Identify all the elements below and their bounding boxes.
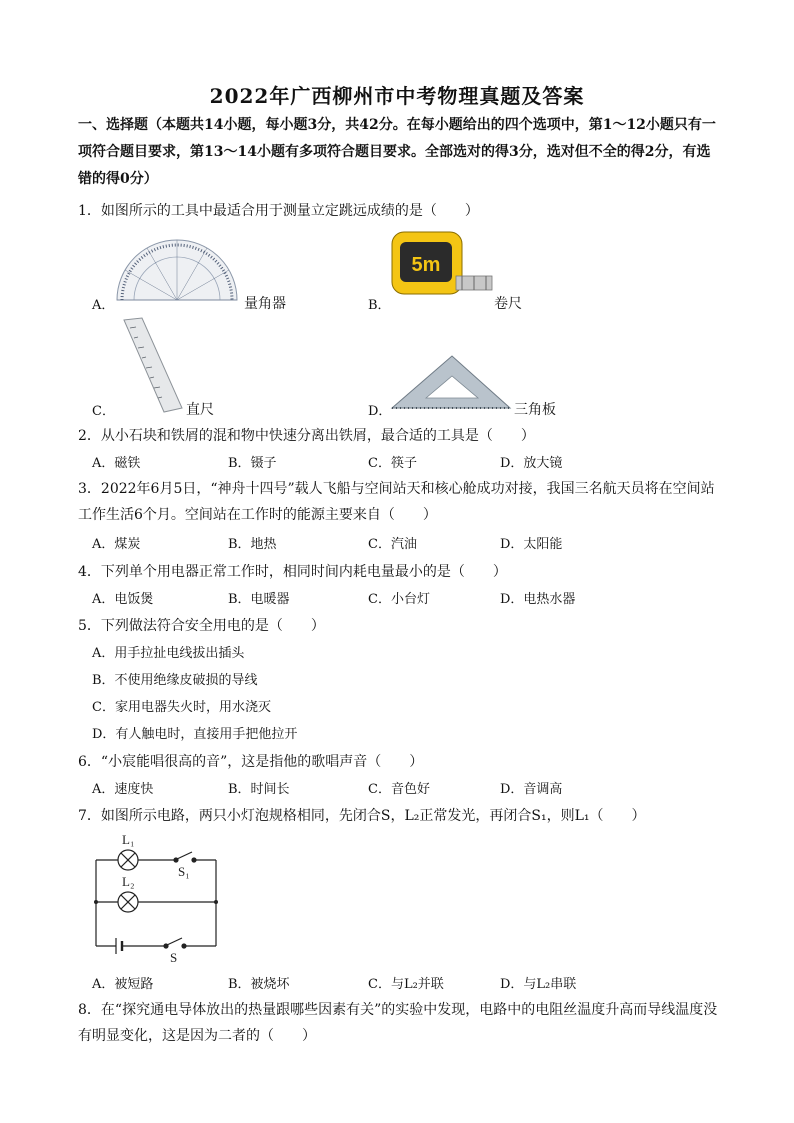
q5-stem: 5．下列做法符合安全用电的是（ ）	[78, 618, 325, 634]
q3-option-d: D．太阳能	[500, 537, 563, 552]
circuit-label-s: S	[170, 950, 178, 965]
q3-option-c: C．汽油	[368, 537, 417, 552]
q3-option-b: B．地热	[228, 537, 277, 552]
q1-option-d-letter: D．	[368, 404, 392, 419]
protractor-image	[112, 234, 242, 304]
section-heading: 一、选择题（本题共14小题，每小题3分，共42分。在每小题给出的四个选项中，第1～12小题只有一项符合题目要求，第13～14小题有多项符合题目要求。全部选对的得3分，选对但不全的得2分，有选错的得0分）	[78, 117, 716, 187]
q1-option-c-text: 直尺	[186, 402, 214, 418]
q1-option-d-text: 三角板	[514, 402, 556, 418]
q2-option-b: B．镊子	[228, 456, 277, 471]
q4-option-c: C．小台灯	[368, 592, 430, 607]
q7-option-b: B．被烧坏	[228, 977, 290, 992]
q6-option-a: A．速度快	[92, 782, 154, 797]
q7-stem: 7．如图所示电路，两只小灯泡规格相同，先闭合S，L₂正常发光，再闭合S₁，则L₁（ ）	[78, 808, 646, 824]
q6-option-d: D．音调高	[500, 782, 563, 797]
q1-option-b-text: 卷尺	[494, 296, 522, 312]
circuit-label-l1: L₁	[122, 832, 135, 847]
q6-option-c: C．音色好	[368, 782, 430, 797]
q7-option-c: C．与L₂并联	[368, 977, 444, 992]
q1-option-b-letter: B．	[368, 298, 391, 313]
circuit-label-l2: L₂	[122, 874, 135, 889]
q4-option-d: D．电热水器	[500, 592, 576, 607]
tape-measure-image	[390, 228, 494, 300]
q5-option-b: B．不使用绝缘皮破损的导线	[92, 673, 258, 688]
page-title: 2022年广西柳州市中考物理真题及答案	[209, 84, 585, 108]
q3-stem: 3．2022年6月5日，“神舟十四号”载人飞船与空间站天和核心舱成功对接，我国三名航天员将在空间站工作生活6个月。空间站在工作时的能源主要来自（ ）	[78, 481, 715, 523]
q8-stem: 8．在“探究通电导体放出的热量跟哪些因素有关”的实验中发现，电路中的电阻丝温度升高而导线温度没有明显变化，这是因为二者的（ ）	[78, 1002, 718, 1044]
q1-option-c-letter: C．	[92, 404, 115, 419]
circuit-diagram	[92, 828, 222, 964]
q6-option-b: B．时间长	[228, 782, 290, 797]
q2-option-a: A．磁铁	[92, 456, 141, 471]
q5-option-a: A．用手拉扯电线拔出插头	[92, 646, 245, 661]
set-square-image	[388, 352, 514, 412]
q2-option-c: C．筷子	[368, 456, 417, 471]
q4-stem: 4．下列单个用电器正常工作时，相同时间内耗电量最小的是（ ）	[78, 564, 507, 580]
ruler-image	[112, 318, 188, 414]
tape-mark-label: 5m	[411, 254, 441, 276]
q6-stem: 6．“小宸能唱很高的音”，这是指他的歌唱声音（ ）	[78, 754, 424, 770]
q1-option-a-text: 量角器	[244, 296, 286, 312]
q5-option-d: D．有人触电时，直接用手把他拉开	[92, 727, 298, 742]
circuit-label-s1: S₁	[178, 864, 190, 879]
q4-option-b: B．电暖器	[228, 592, 290, 607]
q1-option-a-letter: A．	[92, 298, 115, 313]
q3-option-a: A．煤炭	[92, 537, 141, 552]
q2-stem: 2．从小石块和铁屑的混和物中快速分离出铁屑，最合适的工具是（ ）	[78, 428, 535, 444]
q4-option-a: A．电饭煲	[92, 592, 154, 607]
q7-option-d: D．与L₂串联	[500, 977, 577, 992]
q2-option-d: D．放大镜	[500, 456, 563, 471]
q5-option-c: C．家用电器失火时，用水浇灭	[92, 700, 271, 715]
q1-stem: 1．如图所示的工具中最适合用于测量立定跳远成绩的是（ ）	[78, 203, 479, 219]
q7-option-a: A．被短路	[92, 977, 154, 992]
